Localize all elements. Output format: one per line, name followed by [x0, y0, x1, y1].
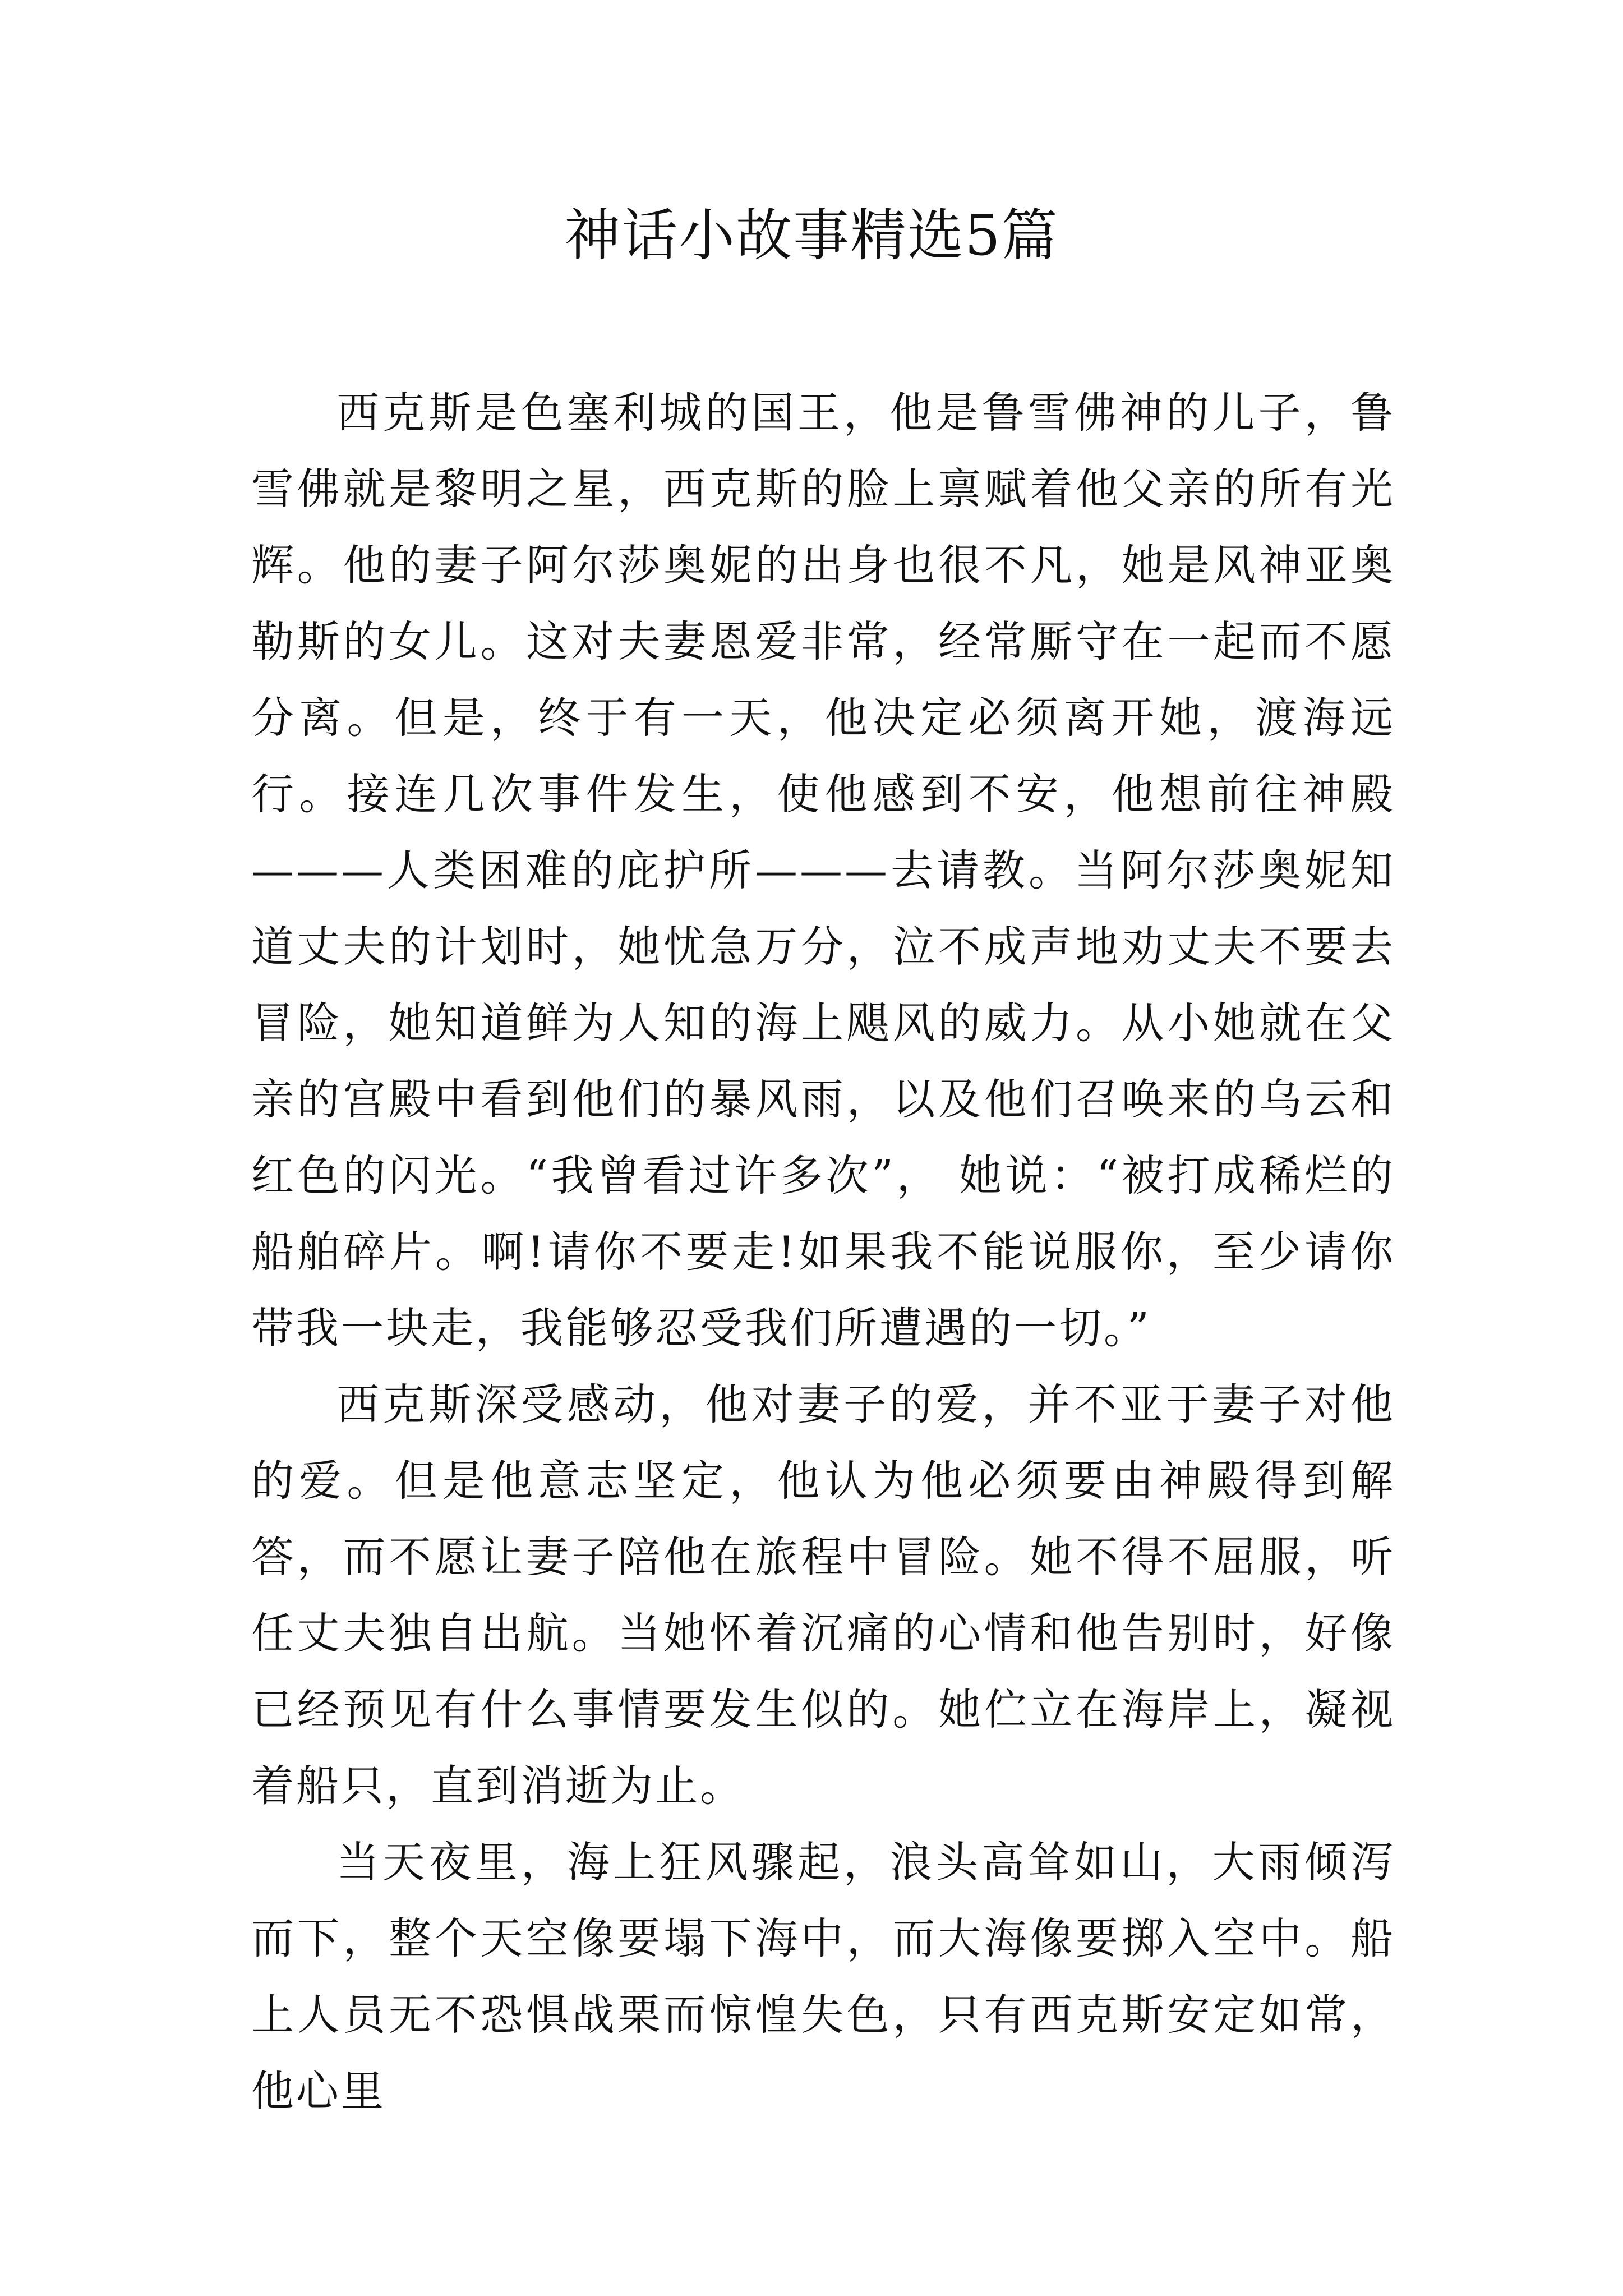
paragraph-3: 当天夜里，海上狂风骤起，浪头高耸如山，大雨倾泻而下，整个天空像要塌下海中，而大海像要掷入空中。船上人员无不恐惧战栗而惊惶失色，只有西克斯安定如常，他心里 — [251, 1837, 1395, 2116]
document-title: 神话小故事精选5篇 — [564, 203, 1059, 268]
paragraph-1: 西克斯是色塞利城的国王，他是鲁雪佛神的儿子，鲁雪佛就是黎明之星，西克斯的脸上禀赋着他父亲的所有光辉。他的妻子阿尔莎奥妮的出身也很不凡，她是风神亚奥勒斯的女儿。这对夫妻恩爱非常，经常厮守在一起而不愿分离。但是，终于有一天，他决定必须离开她，渡海远行。接连几次事件发生，使他感到不安，他想前往神殿———人类困难的庇护所———去请教。当阿尔莎奥妮知道丈夫的计划时，她忧急万分，泣不成声地劝丈夫不要去冒险，她知道鲜为人知的海上飓风的威力。从小她就在父亲的宫殿中看到他们的暴风雨，以及他们召唤来的乌云和红色的闪光。“我曾看过许多次”， 她说：“被打成稀烂的船舶碎片。啊!请你不要走!如果我不能说服你，至少请你带我一块走，我能够忍受我们所遭遇的一切。” — [251, 388, 1395, 1353]
paragraph-2: 西克斯深受感动，他对妻子的爱，并不亚于妻子对他的爱。但是他意志坚定，他认为他必须要由神殿得到解答，而不愿让妻子陪他在旅程中冒险。她不得不屈服，听任丈夫独自出航。当她怀着沉痛的心情和他告别时，好像已经预见有什么事情要发生似的。她伫立在海岸上，凝视着船只，直到消逝为止。 — [251, 1379, 1395, 1811]
document-body — [251, 375, 1395, 2129]
